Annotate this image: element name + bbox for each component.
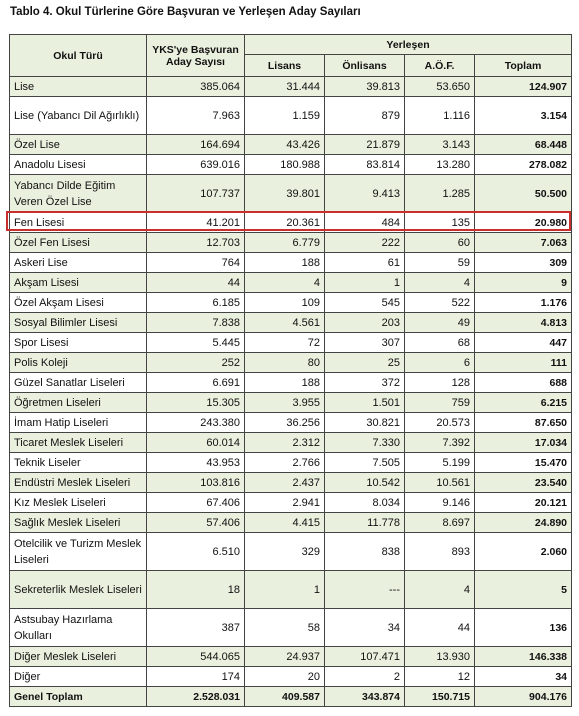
table-row	[10, 609, 572, 647]
table-row	[10, 413, 572, 433]
table-row	[10, 135, 572, 155]
cell-yks: 60.014	[147, 433, 245, 453]
cell-toplam: 1.176	[475, 293, 572, 313]
cell-lisans: 2.437	[245, 473, 325, 493]
cell-aof: 759	[405, 393, 475, 413]
cell-lisans: 20	[245, 667, 325, 687]
cell-yks: 174	[147, 667, 245, 687]
cell-yks: 15.305	[147, 393, 245, 413]
cell-name: Özel Fen Lisesi	[10, 233, 147, 253]
cell-onlisans: 307	[325, 333, 405, 353]
table-row	[10, 571, 572, 609]
table-row	[10, 155, 572, 175]
cell-onlisans: 83.814	[325, 155, 405, 175]
cell-aof: 59	[405, 253, 475, 273]
grand-total-onlisans: 343.874	[325, 687, 405, 707]
cell-toplam: 111	[475, 353, 572, 373]
header-lisans: Lisans	[245, 55, 325, 77]
cell-onlisans: 30.821	[325, 413, 405, 433]
cell-toplam: 5	[475, 571, 572, 609]
cell-aof: 8.697	[405, 513, 475, 533]
cell-lisans: 109	[245, 293, 325, 313]
cell-onlisans: 222	[325, 233, 405, 253]
cell-toplam: 87.650	[475, 413, 572, 433]
table-row	[10, 253, 572, 273]
cell-yks: 7.963	[147, 97, 245, 135]
cell-lisans: 188	[245, 253, 325, 273]
cell-onlisans: 203	[325, 313, 405, 333]
data-table	[9, 34, 572, 707]
cell-toplam: 447	[475, 333, 572, 353]
cell-name: Polis Koleji	[10, 353, 147, 373]
cell-lisans: 1	[245, 571, 325, 609]
cell-lisans: 58	[245, 609, 325, 647]
cell-lisans: 180.988	[245, 155, 325, 175]
header-yks-applicants: YKS'ye Başvuran Aday Sayısı	[147, 35, 245, 77]
cell-toplam: 136	[475, 609, 572, 647]
cell-onlisans: 1.501	[325, 393, 405, 413]
cell-toplam: 7.063	[475, 233, 572, 253]
cell-toplam: 688	[475, 373, 572, 393]
cell-yks: 7.838	[147, 313, 245, 333]
grand-total-row	[10, 687, 572, 707]
cell-lisans: 24.937	[245, 647, 325, 667]
cell-onlisans: 21.879	[325, 135, 405, 155]
table-row	[10, 513, 572, 533]
cell-yks: 107.737	[147, 175, 245, 213]
table-row	[10, 393, 572, 413]
cell-aof: 68	[405, 333, 475, 353]
cell-aof: 128	[405, 373, 475, 393]
cell-aof: 893	[405, 533, 475, 571]
cell-toplam: 146.338	[475, 647, 572, 667]
cell-aof: 7.392	[405, 433, 475, 453]
cell-aof: 20.573	[405, 413, 475, 433]
cell-yks: 6.691	[147, 373, 245, 393]
cell-name: Lise (Yabancı Dil Ağırlıklı)	[10, 97, 147, 135]
cell-toplam: 309	[475, 253, 572, 273]
cell-yks: 385.064	[147, 77, 245, 97]
cell-yks: 243.380	[147, 413, 245, 433]
cell-onlisans: 838	[325, 533, 405, 571]
cell-onlisans: 39.813	[325, 77, 405, 97]
table-caption: Tablo 4. Okul Türlerine Göre Başvuran ve Yerleşen Aday Sayıları	[10, 6, 361, 18]
cell-aof: 135	[405, 213, 475, 233]
cell-yks: 43.953	[147, 453, 245, 473]
cell-name: Ticaret Meslek Liseleri	[10, 433, 147, 453]
cell-yks: 12.703	[147, 233, 245, 253]
cell-name: Lise	[10, 77, 147, 97]
cell-name: Anadolu Lisesi	[10, 155, 147, 175]
table-row	[10, 233, 572, 253]
table-row	[10, 77, 572, 97]
header-toplam: Toplam	[475, 55, 572, 77]
cell-lisans: 43.426	[245, 135, 325, 155]
cell-yks: 103.816	[147, 473, 245, 493]
cell-yks: 41.201	[147, 213, 245, 233]
cell-onlisans: 61	[325, 253, 405, 273]
cell-yks: 544.065	[147, 647, 245, 667]
cell-lisans: 329	[245, 533, 325, 571]
cell-aof: 522	[405, 293, 475, 313]
cell-lisans: 2.766	[245, 453, 325, 473]
cell-onlisans: 10.542	[325, 473, 405, 493]
cell-toplam: 20.980	[475, 213, 572, 233]
cell-aof: 44	[405, 609, 475, 647]
cell-lisans: 31.444	[245, 77, 325, 97]
header-okul-turu: Okul Türü	[10, 35, 147, 77]
cell-aof: 13.930	[405, 647, 475, 667]
cell-toplam: 6.215	[475, 393, 572, 413]
cell-lisans: 2.312	[245, 433, 325, 453]
cell-aof: 1.116	[405, 97, 475, 135]
cell-name: İmam Hatip Liseleri	[10, 413, 147, 433]
grand-total-aof: 150.715	[405, 687, 475, 707]
cell-toplam: 15.470	[475, 453, 572, 473]
cell-toplam: 17.034	[475, 433, 572, 453]
cell-name: Sekreterlik Meslek Liseleri	[10, 571, 147, 609]
cell-toplam: 23.540	[475, 473, 572, 493]
table-row	[10, 97, 572, 135]
cell-name: Spor Lisesi	[10, 333, 147, 353]
header-onlisans: Önlisans	[325, 55, 405, 77]
table-row	[10, 667, 572, 687]
cell-yks: 44	[147, 273, 245, 293]
cell-onlisans: 1	[325, 273, 405, 293]
cell-yks: 57.406	[147, 513, 245, 533]
cell-name: Otelcilik ve Turizm Meslek Liseleri	[10, 533, 147, 571]
cell-name: Endüstri Meslek Liseleri	[10, 473, 147, 493]
table-row	[10, 273, 572, 293]
cell-name: Askeri Lise	[10, 253, 147, 273]
cell-aof: 5.199	[405, 453, 475, 473]
cell-onlisans: 879	[325, 97, 405, 135]
cell-yks: 387	[147, 609, 245, 647]
cell-name: Öğretmen Liseleri	[10, 393, 147, 413]
cell-onlisans: 25	[325, 353, 405, 373]
table-row	[10, 373, 572, 393]
cell-lisans: 4.415	[245, 513, 325, 533]
cell-lisans: 80	[245, 353, 325, 373]
cell-name: Teknik Liseler	[10, 453, 147, 473]
cell-aof: 49	[405, 313, 475, 333]
cell-yks: 18	[147, 571, 245, 609]
cell-name: Özel Lise	[10, 135, 147, 155]
cell-onlisans: 7.505	[325, 453, 405, 473]
cell-toplam: 278.082	[475, 155, 572, 175]
cell-aof: 6	[405, 353, 475, 373]
cell-toplam: 124.907	[475, 77, 572, 97]
cell-onlisans: 7.330	[325, 433, 405, 453]
cell-name: Sağlık Meslek Liseleri	[10, 513, 147, 533]
cell-name: Diğer Meslek Liseleri	[10, 647, 147, 667]
cell-aof: 60	[405, 233, 475, 253]
cell-yks: 6.510	[147, 533, 245, 571]
cell-name: Güzel Sanatlar Liseleri	[10, 373, 147, 393]
cell-lisans: 4.561	[245, 313, 325, 333]
cell-yks: 6.185	[147, 293, 245, 313]
table-row	[10, 353, 572, 373]
cell-aof: 4	[405, 571, 475, 609]
cell-onlisans: 2	[325, 667, 405, 687]
cell-onlisans: 11.778	[325, 513, 405, 533]
table-row	[10, 333, 572, 353]
cell-aof: 3.143	[405, 135, 475, 155]
cell-lisans: 188	[245, 373, 325, 393]
cell-toplam: 20.121	[475, 493, 572, 513]
table-row	[10, 493, 572, 513]
header-yerlesen: Yerleşen	[245, 35, 572, 55]
cell-toplam: 34	[475, 667, 572, 687]
cell-name: Kız Meslek Liseleri	[10, 493, 147, 513]
grand-total-toplam: 904.176	[475, 687, 572, 707]
cell-lisans: 72	[245, 333, 325, 353]
cell-lisans: 4	[245, 273, 325, 293]
cell-name: Sosyal Bilimler Lisesi	[10, 313, 147, 333]
cell-aof: 12	[405, 667, 475, 687]
cell-aof: 1.285	[405, 175, 475, 213]
cell-lisans: 39.801	[245, 175, 325, 213]
cell-onlisans: 107.471	[325, 647, 405, 667]
table-row	[10, 175, 572, 213]
grand-total-label: Genel Toplam	[10, 687, 147, 707]
cell-lisans: 3.955	[245, 393, 325, 413]
cell-toplam: 24.890	[475, 513, 572, 533]
table-row	[10, 313, 572, 333]
cell-lisans: 1.159	[245, 97, 325, 135]
cell-name: Akşam Lisesi	[10, 273, 147, 293]
cell-toplam: 2.060	[475, 533, 572, 571]
cell-name: Fen Lisesi	[10, 213, 147, 233]
cell-toplam: 50.500	[475, 175, 572, 213]
cell-onlisans: 9.413	[325, 175, 405, 213]
cell-aof: 10.561	[405, 473, 475, 493]
cell-yks: 67.406	[147, 493, 245, 513]
table-row	[10, 293, 572, 313]
header-aof: A.Ö.F.	[405, 55, 475, 77]
cell-yks: 639.016	[147, 155, 245, 175]
grand-total-lisans: 409.587	[245, 687, 325, 707]
cell-onlisans: 484	[325, 213, 405, 233]
table-row	[10, 647, 572, 667]
table-row	[10, 433, 572, 453]
table-row	[10, 473, 572, 493]
cell-name: Yabancı Dilde Eğitim Veren Özel Lise	[10, 175, 147, 213]
cell-lisans: 36.256	[245, 413, 325, 433]
cell-toplam: 68.448	[475, 135, 572, 155]
table-body	[10, 77, 572, 707]
table-row	[10, 533, 572, 571]
cell-onlisans: 545	[325, 293, 405, 313]
cell-toplam: 3.154	[475, 97, 572, 135]
cell-name: Astsubay Hazırlama Okulları	[10, 609, 147, 647]
cell-name: Özel Akşam Lisesi	[10, 293, 147, 313]
cell-yks: 764	[147, 253, 245, 273]
cell-lisans: 6.779	[245, 233, 325, 253]
table-row	[10, 213, 572, 233]
grand-total-yks: 2.528.031	[147, 687, 245, 707]
cell-toplam: 4.813	[475, 313, 572, 333]
cell-aof: 9.146	[405, 493, 475, 513]
cell-aof: 13.280	[405, 155, 475, 175]
cell-lisans: 20.361	[245, 213, 325, 233]
cell-yks: 252	[147, 353, 245, 373]
cell-yks: 164.694	[147, 135, 245, 155]
cell-toplam: 9	[475, 273, 572, 293]
cell-lisans: 2.941	[245, 493, 325, 513]
cell-onlisans: 34	[325, 609, 405, 647]
cell-onlisans: 8.034	[325, 493, 405, 513]
cell-aof: 4	[405, 273, 475, 293]
cell-onlisans: ---	[325, 571, 405, 609]
cell-onlisans: 372	[325, 373, 405, 393]
cell-aof: 53.650	[405, 77, 475, 97]
cell-name: Diğer	[10, 667, 147, 687]
table-row	[10, 453, 572, 473]
cell-yks: 5.445	[147, 333, 245, 353]
